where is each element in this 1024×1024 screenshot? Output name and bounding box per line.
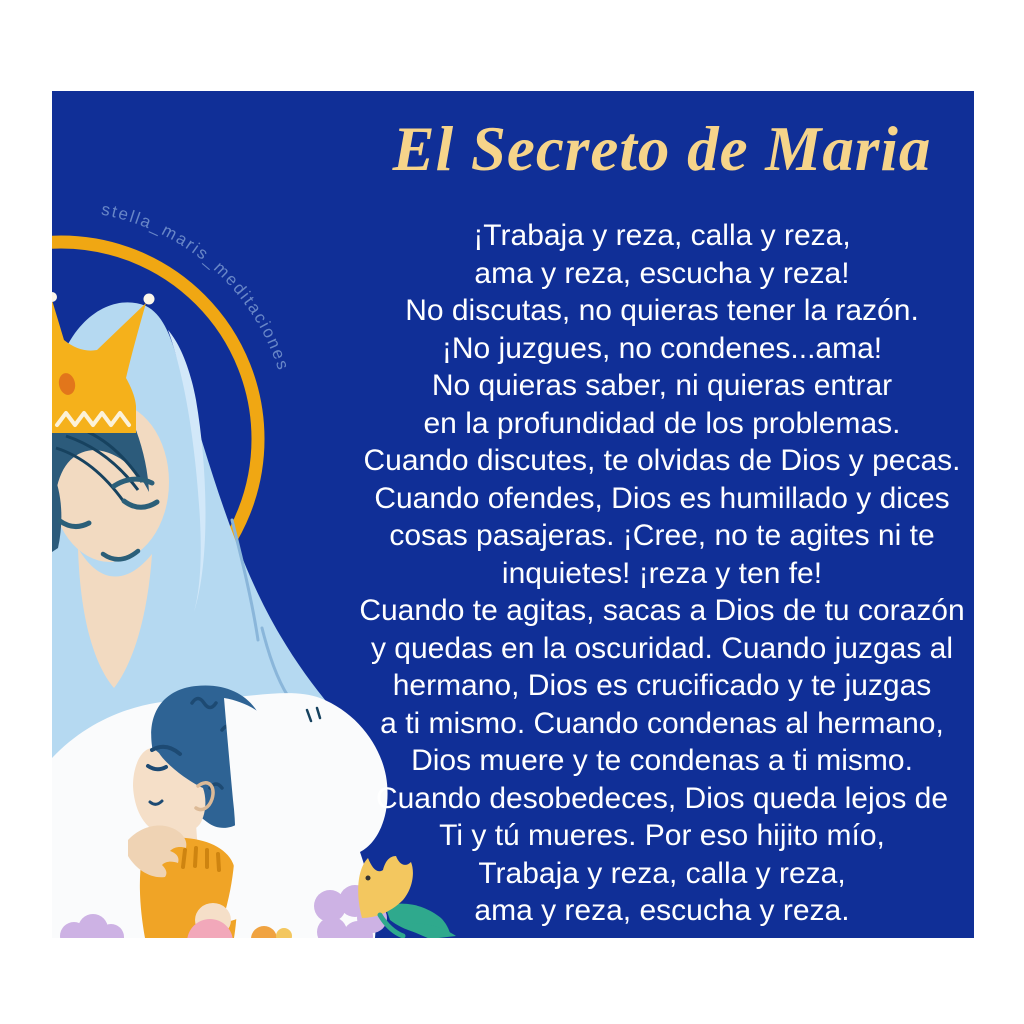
prayer-line: y quedas en la oscuridad. Cuando juzgas al <box>370 631 954 665</box>
watermark-text: stella_maris_meditaciones <box>99 199 294 374</box>
blue-card <box>52 91 974 938</box>
prayer-line: No quieras saber, ni quieras entrar <box>431 369 893 402</box>
prayer-line: Cuando ofendes, Dios es humillado y dices <box>374 481 950 515</box>
crown-pearl <box>144 294 155 305</box>
prayer-line: hermano, Dios es crucificado y te juzgas <box>392 669 932 702</box>
crown-pearl <box>52 292 57 302</box>
prayer-line: Cuando te agitas, sacas a Dios de tu corazón <box>359 594 965 627</box>
prayer-line: ama y reza, escucha y reza! <box>474 256 850 290</box>
prayer-line: ¡No juzgues, no condenes...ama! <box>441 331 883 365</box>
prayer-line: ¡Trabaja y reza, calla y reza, <box>473 219 851 252</box>
prayer-line: cosas pasajeras. ¡Cree, no te agites ni te <box>389 519 935 552</box>
shirt-stripe <box>195 848 196 866</box>
page-title: El Secreto de Maria <box>392 114 932 184</box>
prayer-line: Ti y tú mueres. Por eso hijito mío, <box>439 819 885 852</box>
prayer-line: ama y reza, escucha y reza. <box>474 894 850 927</box>
prayer-line: Trabaja y reza, calla y reza, <box>478 856 846 890</box>
shirt-stripe <box>183 850 185 867</box>
prayer-line: Cuando desobedeces, Dios queda lejos de <box>375 781 949 815</box>
prayer-line: Dios muere y te condenas a ti mismo. <box>411 744 913 777</box>
prayer-line: Cuando discutes, te olvidas de Dios y pecas. <box>363 444 961 477</box>
prayer-text <box>347 217 974 930</box>
prayer-line: inquietes! ¡reza y ten fe! <box>501 556 823 590</box>
prayer-line: en la profundidad de los problemas. <box>423 406 901 440</box>
prayer-line: a ti mismo. Cuando condenas al hermano, <box>380 706 944 740</box>
prayer-line: No discutas, no quieras tener la razón. <box>405 294 919 327</box>
virgin-mary-figure <box>52 292 388 938</box>
shirt-stripe <box>218 854 219 870</box>
